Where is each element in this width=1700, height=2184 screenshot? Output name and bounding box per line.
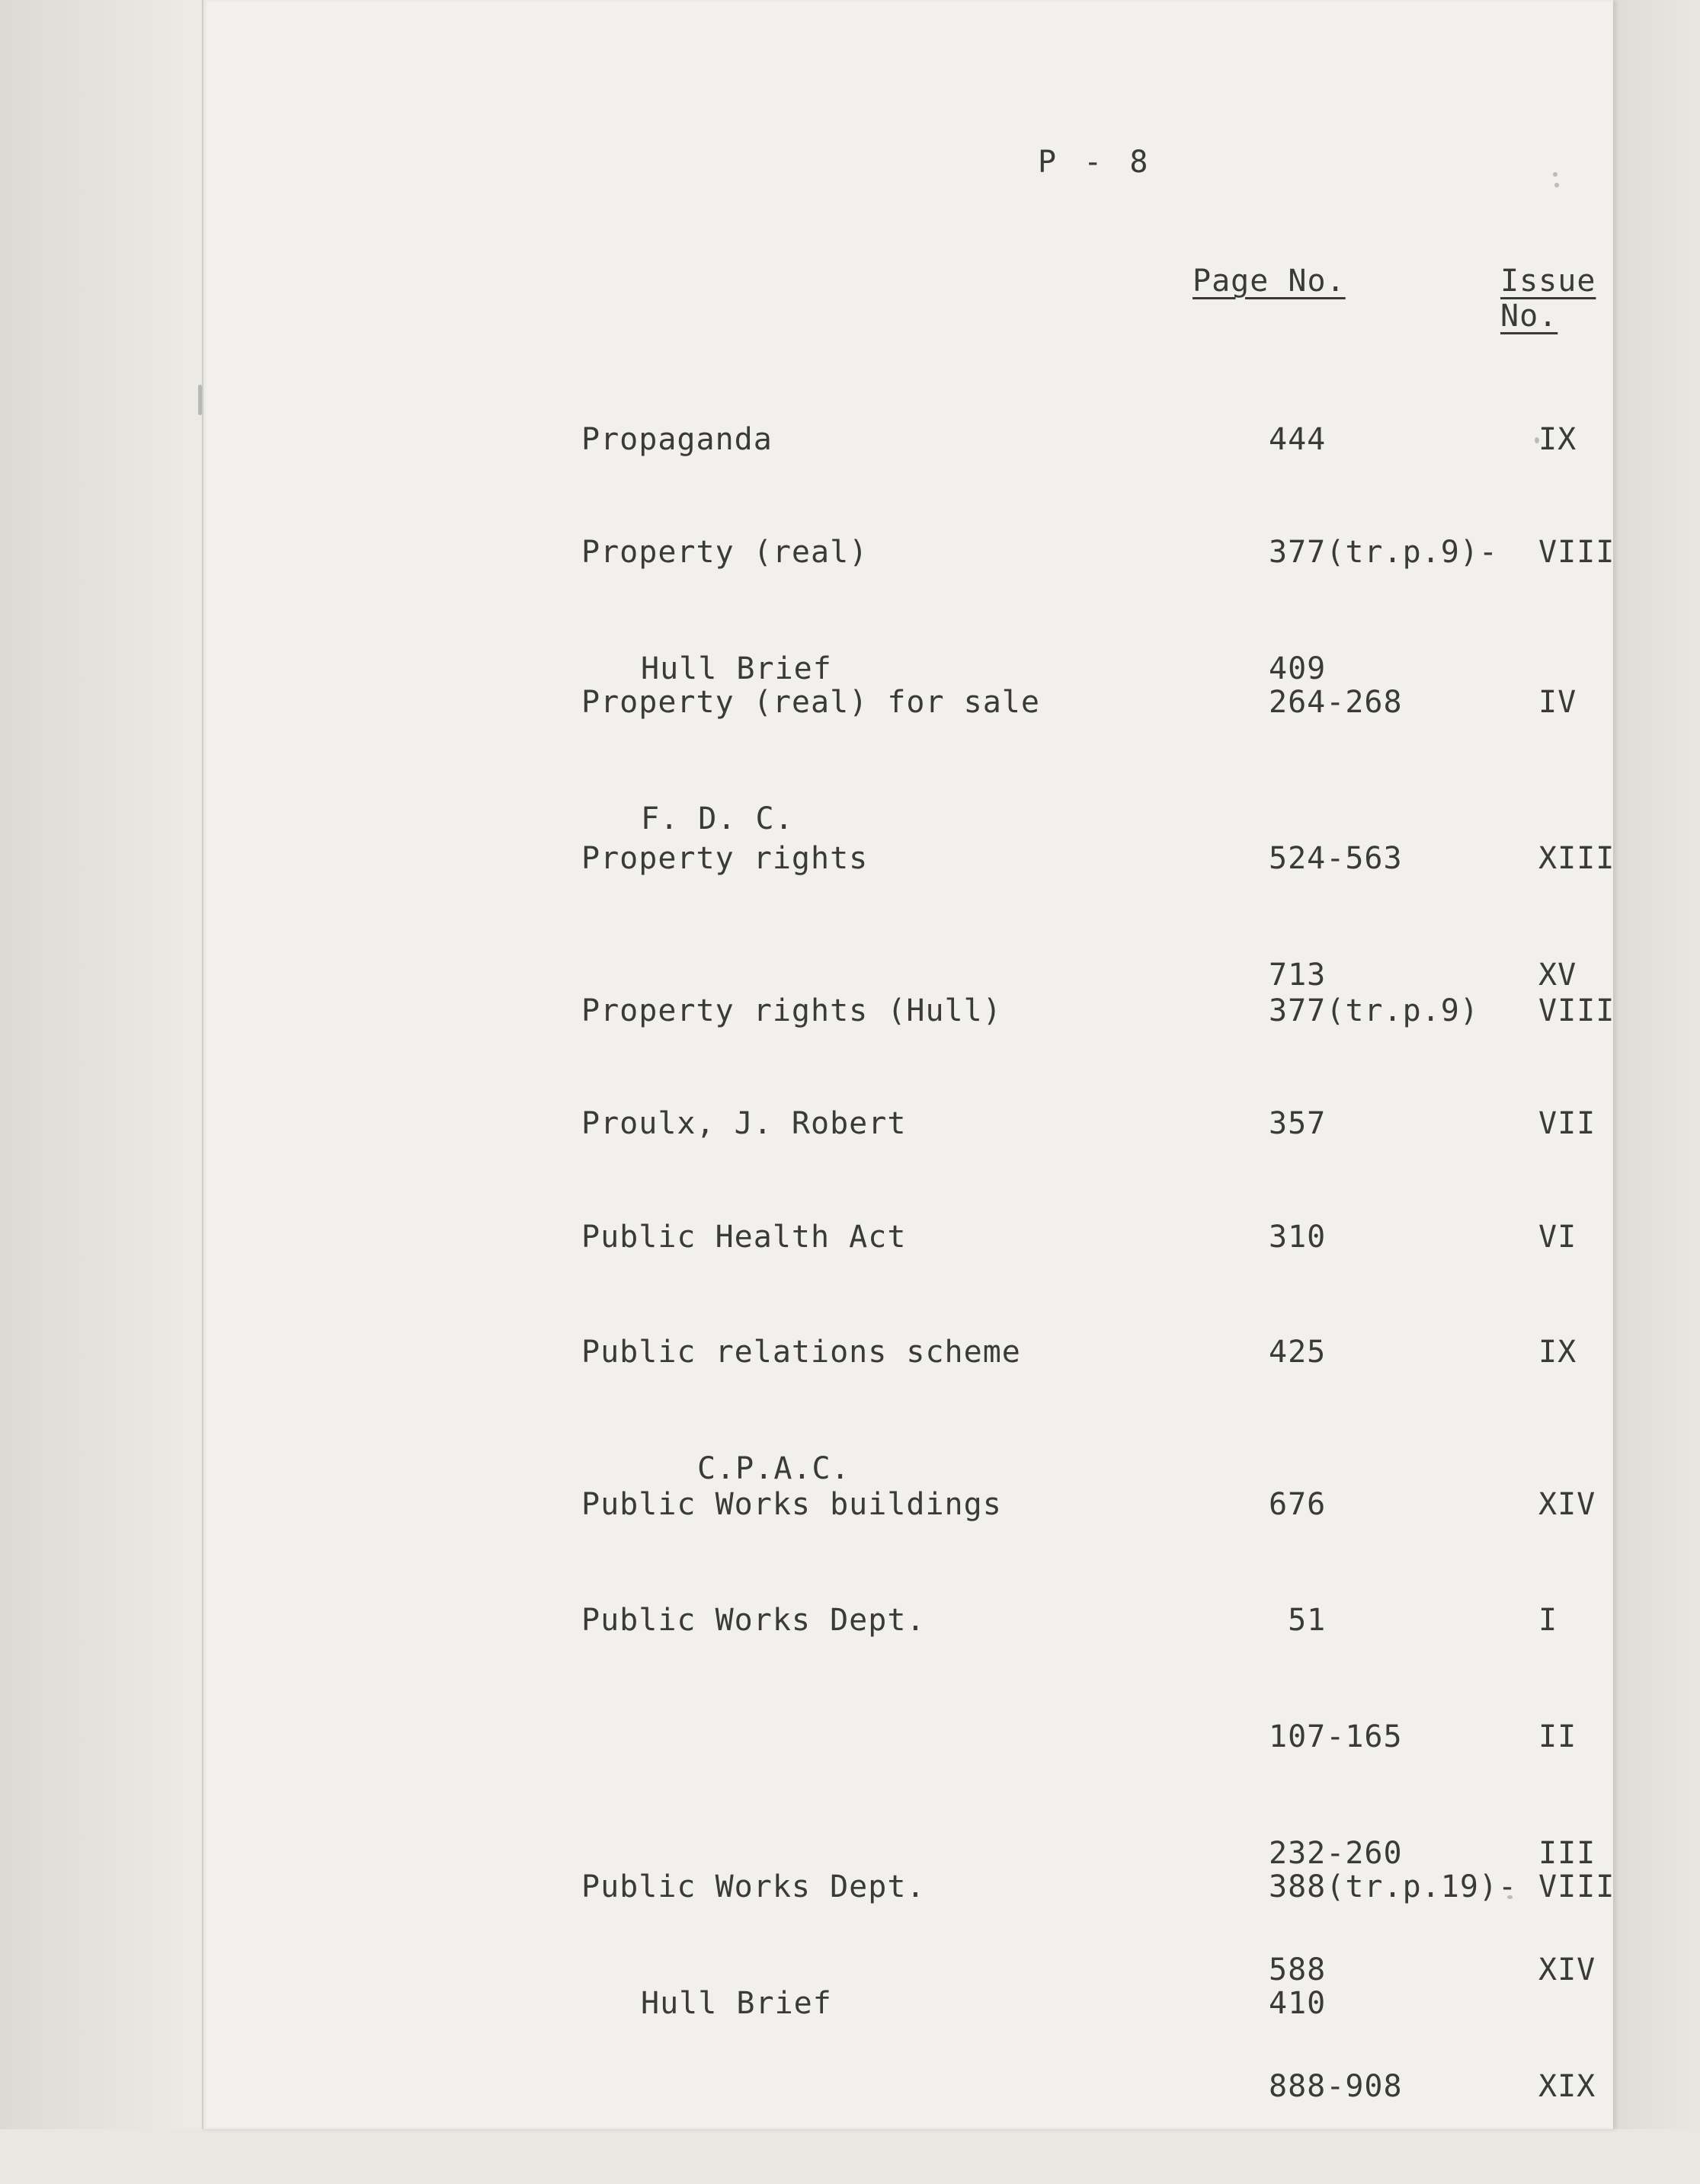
subject-subline: C.P.A.C.	[697, 1451, 850, 1486]
subject-line: Public Works buildings	[581, 1487, 1002, 1522]
subject-line: Property (real)	[581, 535, 869, 570]
paper-speck	[1507, 1895, 1513, 1899]
paper-speck	[1554, 183, 1559, 187]
paper-speck	[1553, 172, 1558, 177]
page-ref: 51	[1269, 1603, 1327, 1638]
subject-line: Property (real) for sale	[581, 685, 1040, 720]
subject-subline: Hull Brief	[641, 1986, 832, 2021]
issue-ref: IV	[1538, 685, 1577, 720]
book-binding	[0, 0, 202, 2129]
paper-speck	[198, 385, 202, 415]
subject-line: Public Works Dept.	[581, 1603, 926, 1638]
entry-subject	[581, 1790, 925, 2101]
page-ref: 588	[1269, 1952, 1327, 1987]
page-ref: 444	[1269, 422, 1327, 457]
document-page	[202, 0, 1613, 2129]
page-ref: 410	[1269, 1986, 1327, 2021]
issue-ref: XIX	[1538, 2069, 1596, 2104]
issue-ref: VIII	[1538, 535, 1615, 570]
page-ref: 888-908	[1269, 2069, 1403, 2104]
issue-ref: III	[1538, 1836, 1596, 1871]
page-ref: 107-165	[1269, 1719, 1403, 1754]
page-ref: 310	[1269, 1220, 1327, 1255]
subject-line: Public relations scheme	[581, 1335, 1021, 1370]
issue-ref: VIII	[1538, 993, 1615, 1028]
subject-line: Proulx, J. Robert	[581, 1106, 907, 1141]
page-ref: 232-260	[1269, 1836, 1403, 1871]
entry-issues	[1538, 1790, 1654, 1984]
issue-ref: I	[1538, 1603, 1558, 1638]
issue-ref: VI	[1538, 1220, 1577, 1255]
page-number: P - 8	[1038, 145, 1153, 180]
subject-subline: F. D. C.	[641, 801, 794, 836]
column-header-page-no: Page No.	[1193, 264, 1346, 299]
issue-ref: IX	[1538, 1335, 1577, 1370]
page-ref: 409	[1269, 651, 1327, 686]
page-ref: 264-268	[1269, 685, 1403, 720]
page-ref: 425	[1269, 1335, 1327, 1370]
page-ref: 388(tr.p.19)-	[1269, 1869, 1518, 1904]
issue-ref: VIII	[1538, 1869, 1615, 1904]
page-ref: 357	[1269, 1106, 1327, 1141]
subject-subline: Hull Brief	[641, 651, 832, 686]
issue-ref: XIV	[1538, 1952, 1596, 1987]
page-ref: 524-563	[1269, 841, 1403, 876]
issue-ref: XIII	[1538, 841, 1615, 876]
entry-subject	[581, 1524, 925, 1718]
page-ref: 377(tr.p.9)-	[1269, 535, 1498, 570]
issue-ref: XV	[1538, 958, 1577, 993]
issue-ref: II	[1538, 1719, 1577, 1754]
page-ref: 377(tr.p.9)	[1269, 993, 1479, 1028]
page-ref: 676	[1269, 1487, 1327, 1522]
subject-line: Public Health Act	[581, 1220, 907, 1255]
issue-ref: IX	[1538, 422, 1577, 457]
column-header-issue-no: Issue No.	[1500, 264, 1596, 334]
subject-line: Public Works Dept.	[581, 1869, 926, 1904]
issue-ref: VII	[1538, 1106, 1596, 1141]
page-ref: 713	[1269, 958, 1327, 993]
paper-speck	[1535, 437, 1539, 443]
entry-pages	[1269, 1790, 1517, 2101]
subject-line: Propaganda	[581, 422, 773, 457]
subject-line: Property rights (Hull)	[581, 993, 1002, 1028]
issue-ref: XIV	[1538, 1487, 1596, 1522]
subject-line: Property rights	[581, 841, 869, 876]
